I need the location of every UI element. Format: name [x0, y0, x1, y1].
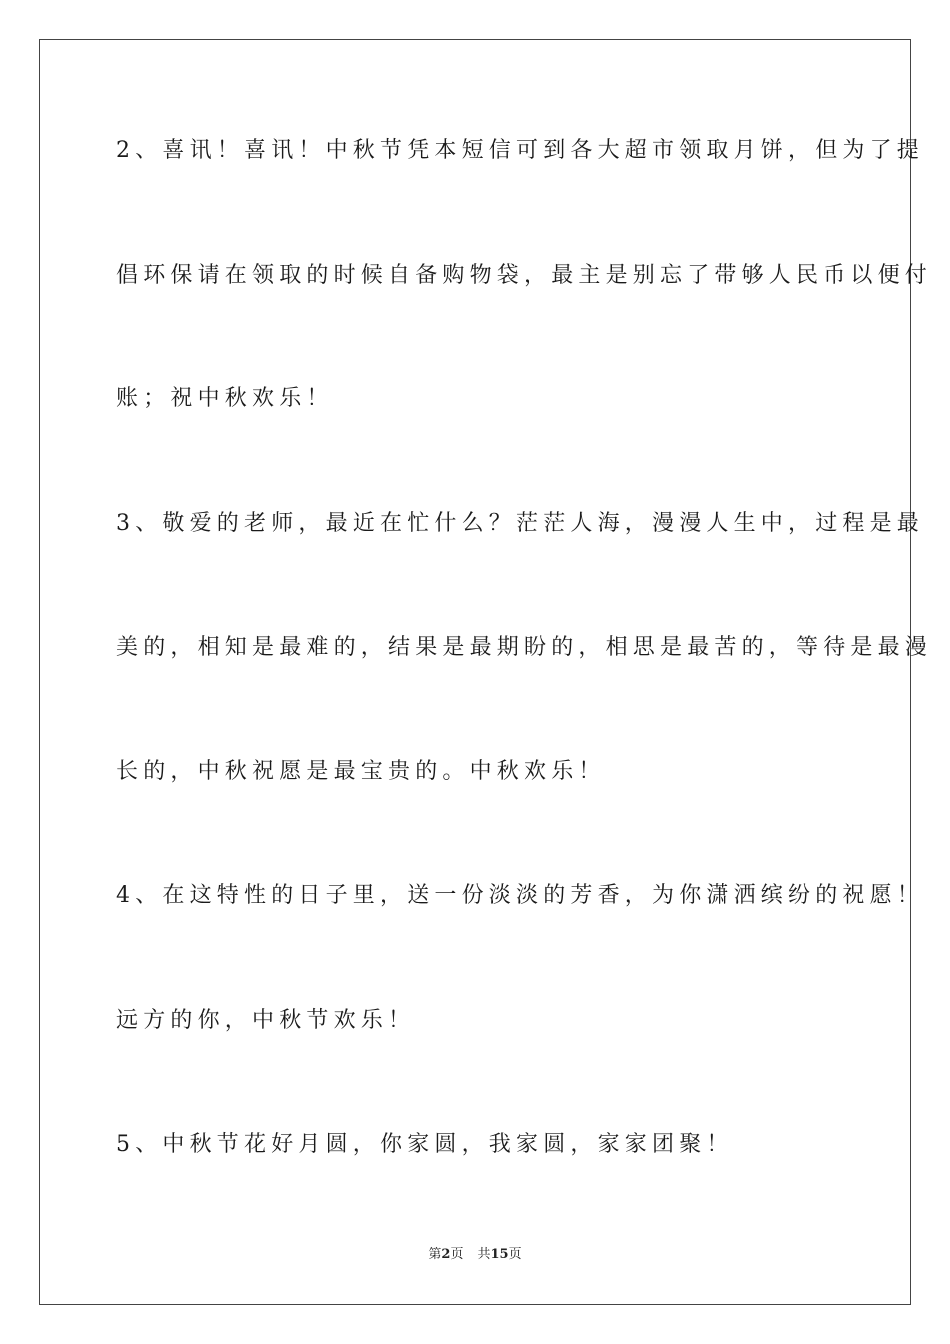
- paragraph-4-line-1: 4、在这特性的日子里，送一份淡淡的芳香，为你潇洒缤纷的祝愿！: [116, 883, 924, 908]
- paragraph-2-line-1: 2、喜讯！喜讯！中秋节凭本短信可到各大超市领取月饼，但为了提: [116, 138, 924, 163]
- footer-page-suffix: 页: [450, 1247, 464, 1262]
- paragraph-3-line-1: 3、敬爱的老师，最近在忙什么？茫茫人海，漫漫人生中，过程是最: [116, 511, 924, 536]
- paragraph-2-line-2: 倡环保请在领取的时候自备购物袋，最主是别忘了带够人民币以便付: [116, 263, 933, 288]
- paragraph-2-line-3: 账；祝中秋欢乐！: [116, 386, 334, 411]
- paragraph-5-line-1: 5、中秋节花好月圆，你家圆，我家圆，家家团聚！: [116, 1132, 734, 1157]
- footer-page-prefix: 第: [428, 1247, 442, 1262]
- footer-total-suffix: 页: [508, 1247, 522, 1262]
- paragraph-4-line-2: 远方的你，中秋节欢乐！: [116, 1008, 416, 1033]
- page-footer: [0, 1246, 950, 1264]
- footer-total-pages: 15: [490, 1247, 509, 1262]
- footer-page-number: 2: [441, 1247, 451, 1262]
- page-border: [39, 39, 933, 1305]
- footer-total-prefix: 共: [477, 1247, 491, 1262]
- paragraph-3-line-3: 长的，中秋祝愿是最宝贵的。中秋欢乐！: [116, 759, 606, 784]
- paragraph-3-line-2: 美的，相知是最难的，结果是最期盼的，相思是最苦的，等待是最漫: [116, 635, 933, 660]
